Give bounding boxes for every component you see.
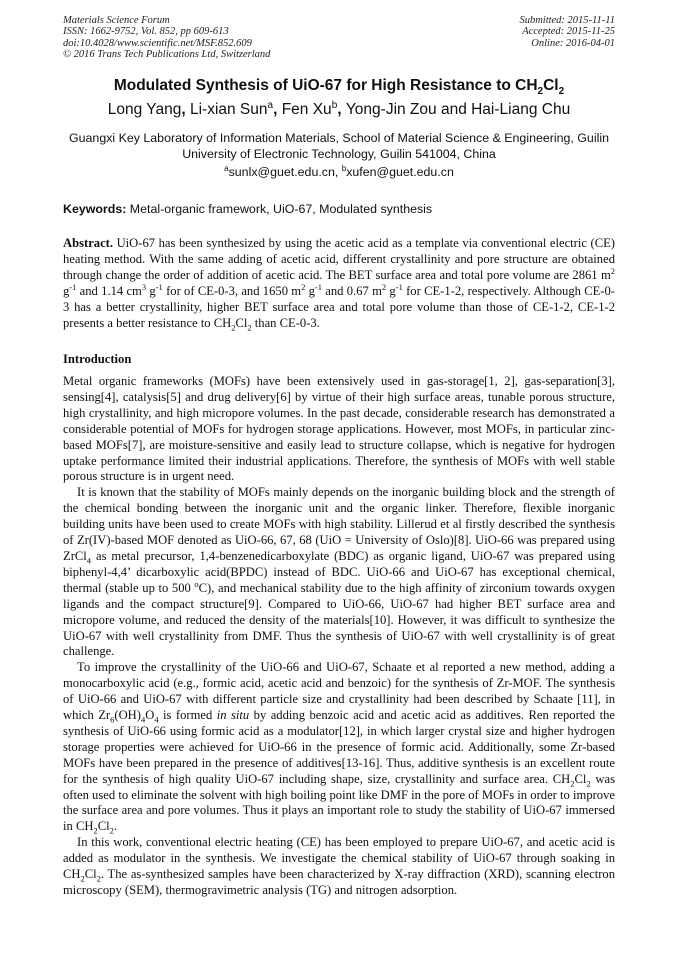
dates-header [519,15,615,49]
copyright-line: © 2016 Trans Tech Publications Ltd, Switzerland [63,48,271,60]
keywords-label: Keywords: [63,202,127,216]
author: Yong-Jin Zou and Hai-Liang Chu [345,101,571,118]
introduction-body [63,374,615,899]
journal-name: Materials Science Forum [63,15,170,26]
paragraph: In this work, conventional electric heating (CE) has been employed to prepare UiO-67, and acetic acid is added as modulator in the synthesis. We investigate the chemical stability of UiO-67 through soaking in $CH_2Cl_2$. The as-synthesized samples have been characterized by X-ray diffraction (XRD), scanning electron microscopy (SEM), thermogravimetric analysis (TG) and nitrogen adsorption. [63,835,615,897]
abstract: Abstract. UiO-67 has been synthesized by using the acetic acid as a template via conventional electric (CE) heating method. With the same adding of acetic acid, different crystallinity and pore structure are obtained through change the order of addition of acetic acid. The BET surface area and total pore volume are 2861 $m^2$ $g^{-1}$ and 1.14 $cm^3$ $g^{-1}$ for of CE-0-3, and 1650 $m^2$ $g^{-1}$ and 0.67 $m^2$ $g^{-1}$ for CE-1-2, respectively. Although CE-0-3 has a better crystallinity, higher BET surface area and total pore volume than those of CE-1-2, CE-1-2 presents a better resistance to $CH_2Cl_2$ than CE-0-3. [63,236,615,333]
abstract-label: Abstract. [63,236,114,250]
author: Li-xian Sun [189,101,268,118]
issn-line: ISSN: 1662-9752, Vol. 852, pp 609-613 [63,26,229,38]
affiliation: Guangxi Key Laboratory of Information Materials, School of Material Science & Engineering, Guilin University of Electronic Technology, Guilin 541004, China [69,131,609,161]
paper-title: Modulated Synthesis of UiO-67 for High Resistance to $CH_2Cl_2$ [113,77,565,98]
keywords [63,202,615,216]
accepted-date: Accepted: 2015-11-25 [522,26,615,38]
doi-line: doi:10.4028/www.scientific.net/MSF.852.609 [63,37,252,49]
paragraph: Metal organic frameworks (MOFs) have been extensively used in gas-storage[1, 2], gas-separation[3], sensing[4], catalysis[5] and drug delivery[6] by virtue of their high surface areas, tunable porous structure, high crystallinity, and high micropore volumes. In the past decade, considerable research has demonstrated a considerable potential of MOFs for hydrogen storage applications. However, most MOFs, in particular zinc-based MOFs[7], are moisture-sensitive and easily lead to structure collapse, which is negative for hydrogen uptake performance limited their industrial applications. Therefore, the synthesis of MOFs with well stable porous structure is in urgent need. [63,374,615,484]
author: Long Yang [107,101,182,118]
keywords-text: Metal-organic framework, UiO-67, Modulated synthesis [126,202,433,216]
journal-header [63,15,270,60]
paragraph: It is known that the stability of MOFs mainly depends on the inorganic building block and the strength of the chemical bonding between the inorganic unit and the organic linker. Therefore, flexible inorganic building units have been used to create MOFs with high stability. Lillerud et al firstly described the synthesis of Zr(IV)-based MOF denoted as UiO-66, 67, 68 (UiO = University of Oslo)[8]. UiO-66 was prepared using ZrCl$_4$ as metal precursor, 1,4-benzenedicarboxylate (BDC) as organic ligand, UiO-67 was prepared using biphenyl-4,4’ dicarboxylic acid(BPDC) instead of BDC. UiO-66 and UiO-67 has exceptional chemical, thermal (stable up to 500 $^o$C), and mechanical stability due to the high affinity of zirconium towards oxygen ligands and the compact structure[9]. Compared to UiO-66, UiO-67 had higher BET surface area and micropore volume, and reduced the density of the materials[10]. However, it was difficult to synthesize the UiO-67 with well crystallinity from DMF. Thus the synthesis of UiO-67 with well crystallinity is of great challenge. [63,485,615,659]
paragraph: To improve the crystallinity of the UiO-66 and UiO-67, Schaate et al reported a new method, adding a monocarboxylic acid (e.g., formic acid, acetic acid and benzoic) for the synthesis of Zr-MOF. The synthesis of UiO-66 and UiO-67 with different particle size and crystallinity had been described by Schaate [11], in which $Zr_6(OH)_4O_4$ is formed in situ by adding benzoic acid and acetic acid as additives. Ren reported the synthesis of UiO-66 using formic acid as a modulator[12], in which larger crystal size and higher hydrogen storage properties were achieved for UiO-66 in the presence of formic acid. Additionally, some Zr-based MOFs have been prepared in the presence of additives[13-16]. Thus, additive synthesis is an excellent route for the synthesis of high quality UiO-67 including shape, size, crystallinity and surface area. $CH_2Cl_2$ was often used to eliminate the solvent with high boiling point like DMF in the pore of MOFs in order to improve the surface area and pore volumes. Thus it plays an important role to study the stability of UiO-67 immersed in $CH_2Cl_2$. [63,660,616,836]
email-link[interactable]: sunlx@guet.edu.cn [228,165,335,179]
online-date: Online: 2016-04-01 [531,37,615,49]
author-list: Long Yang, Li-xian Sun$^a$, Fen Xu$^b$, Yong-Jin Zou and Hai-Liang Chu [107,99,571,118]
contact-emails: $^a$sunlx@guet.edu.cn, $^b$xufen@guet.edu.cn [224,163,454,179]
section-heading-introduction: Introduction [63,352,132,366]
author: Fen Xu [281,101,332,118]
submitted-date: Submitted: 2015-11-11 [519,15,615,26]
email-link[interactable]: xufen@guet.edu.cn [346,165,454,179]
